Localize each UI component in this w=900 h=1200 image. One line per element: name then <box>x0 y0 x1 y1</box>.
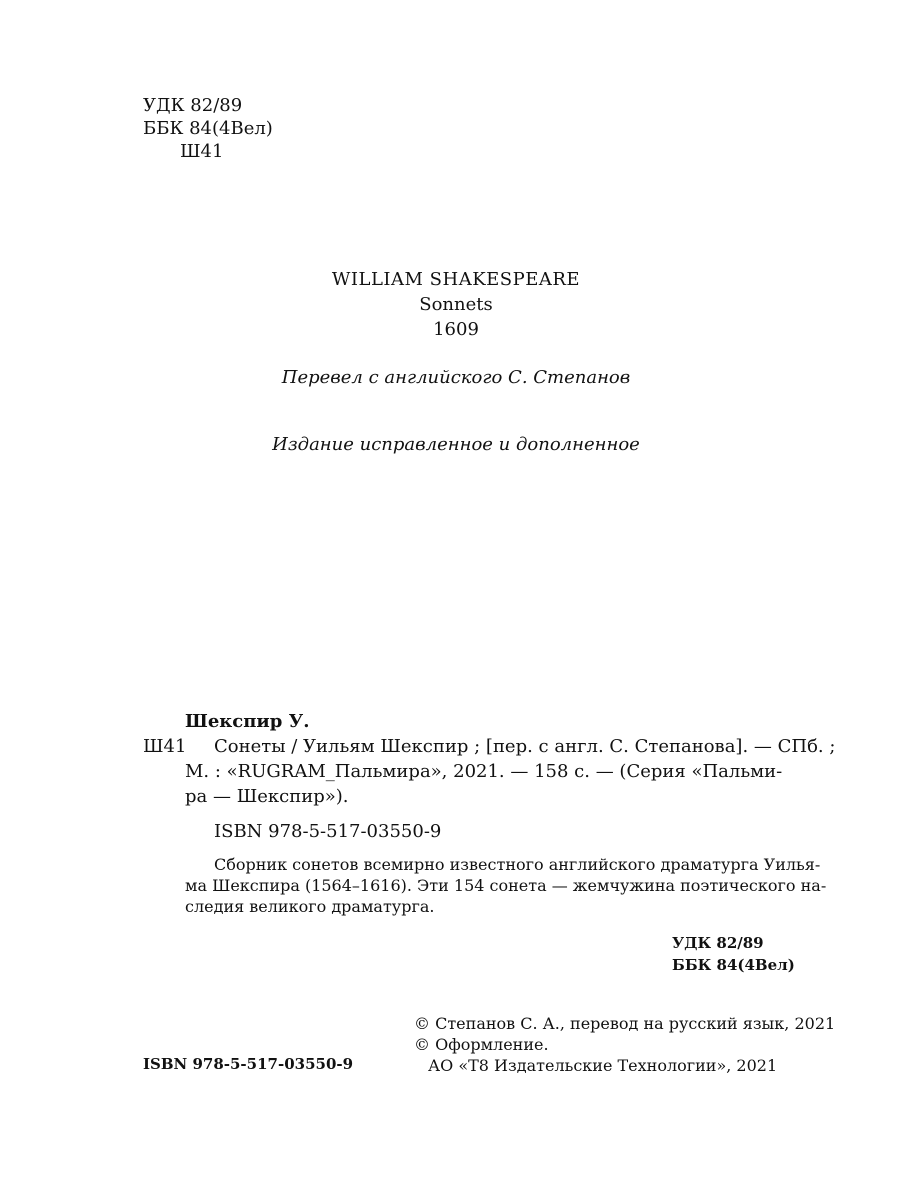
catalog-author-mark: Ш41 <box>143 736 187 757</box>
catalog-isbn: ISBN 978-5-517-03550-9 <box>214 821 442 842</box>
udk-code: УДК 82/89 <box>143 95 243 116</box>
original-title: Sonnets <box>419 294 493 315</box>
catalog-description-line: М. : «RUGRAM_Пальмира», 2021. — 158 с. — (Серия «Пальми- <box>185 761 783 782</box>
translation-note: Перевел с английского С. Степанов <box>281 367 631 388</box>
author-mark: Ш41 <box>180 141 224 162</box>
catalog-heading: Шекспир У. <box>185 711 310 732</box>
annotation-line: ма Шекспира (1564–1616). Эти 154 сонета — жемчужина поэтического на- <box>185 876 827 895</box>
copyright-line: АО «Т8 Издательские Технологии», 2021 <box>428 1056 778 1075</box>
original-year: 1609 <box>433 319 479 340</box>
bbk-code: ББК 84(4Вел) <box>143 118 273 139</box>
edition-note: Издание исправленное и дополненное <box>272 434 640 455</box>
original-author: WILLIAM SHAKESPEARE <box>331 269 581 290</box>
copyright-line: © Степанов С. А., перевод на русский язык, 2021 <box>414 1014 836 1033</box>
copyright-line: © Оформление. <box>414 1035 549 1054</box>
catalog-description-line: Сонеты / Уильям Шекспир ; [пер. с англ. С. Степанова]. — СПб. ; <box>214 736 836 757</box>
annotation-line: Сборник сонетов всемирно известного английского драматурга Уилья- <box>214 855 821 874</box>
annotation-line: следия великого драматурга. <box>185 897 435 916</box>
catalog-description-line: ра — Шекспир»). <box>185 786 349 807</box>
catalog-udk: УДК 82/89 <box>672 934 764 952</box>
footer-isbn: ISBN 978-5-517-03550-9 <box>143 1055 354 1073</box>
catalog-bbk: ББК 84(4Вел) <box>672 956 795 974</box>
